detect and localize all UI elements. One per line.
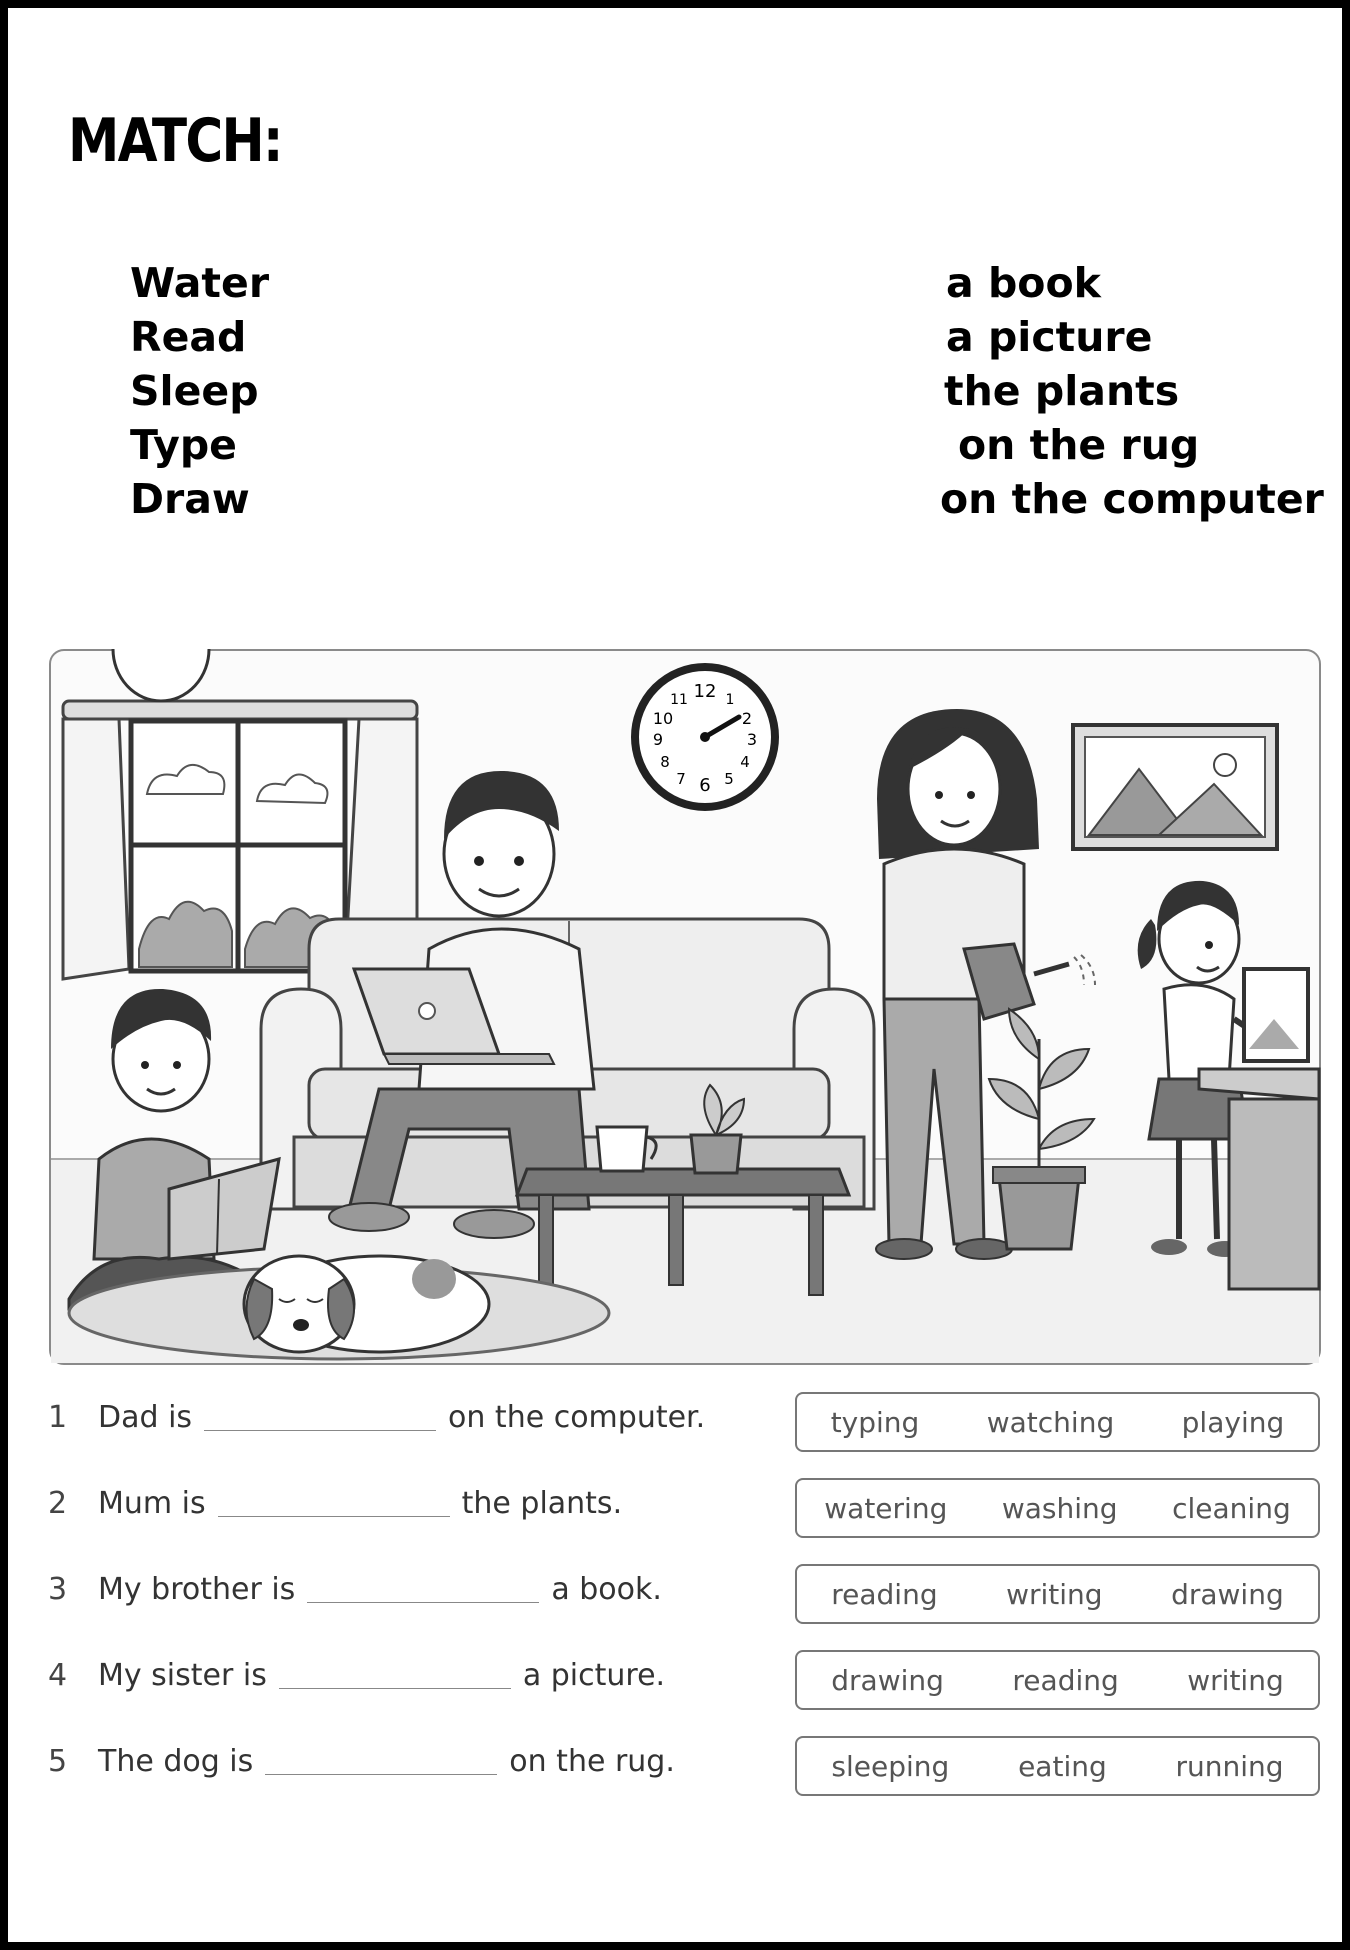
exercise-row <box>8 1558 1350 1624</box>
clock-number: 7 <box>676 770 686 788</box>
match-left-column <box>130 256 269 526</box>
sentence-end: a picture. <box>522 1658 666 1693</box>
word-option[interactable]: running <box>1175 1749 1284 1783</box>
word-option[interactable]: typing <box>830 1405 920 1439</box>
word-options-box <box>795 1392 1320 1452</box>
exercise-number: 5 <box>48 1744 68 1779</box>
answer-blank[interactable] <box>307 1574 539 1603</box>
exercise-row <box>8 1730 1350 1796</box>
exercise-number: 1 <box>48 1400 68 1435</box>
exercise-sentence <box>98 1572 662 1607</box>
word-option[interactable]: eating <box>1018 1749 1107 1783</box>
wall-clock-icon <box>635 667 775 807</box>
match-right-column <box>940 256 1324 526</box>
match-right-item[interactable]: on the rug <box>958 421 1200 469</box>
exercise-sentence <box>98 1658 665 1693</box>
match-right-item[interactable]: a book <box>946 259 1101 307</box>
word-option[interactable]: watering <box>824 1491 948 1525</box>
clock-number: 9 <box>652 730 664 749</box>
exercise-number: 2 <box>48 1486 68 1521</box>
answer-blank[interactable] <box>279 1660 511 1689</box>
page-title: MATCH: <box>68 106 282 176</box>
clock-number: 11 <box>670 692 688 708</box>
sentence-start: My brother is <box>98 1572 296 1607</box>
word-options-box <box>795 1478 1320 1538</box>
exercise-sentence <box>98 1486 622 1521</box>
word-option[interactable]: playing <box>1181 1405 1285 1439</box>
word-option[interactable]: drawing <box>831 1663 944 1697</box>
exercise-row <box>8 1386 1350 1452</box>
word-option[interactable]: washing <box>1001 1491 1118 1525</box>
clock-number: 6 <box>699 775 711 796</box>
sentence-end: the plants. <box>461 1486 623 1521</box>
match-left-item[interactable]: Water <box>130 259 270 307</box>
sentence-start: Mum is <box>98 1486 206 1521</box>
word-option[interactable]: cleaning <box>1172 1491 1291 1525</box>
clock-number: 4 <box>740 753 750 771</box>
match-right-item[interactable]: the plants <box>944 367 1180 415</box>
answer-blank[interactable] <box>204 1402 436 1431</box>
word-option[interactable]: drawing <box>1171 1577 1284 1611</box>
match-left-item[interactable]: Read <box>130 313 247 361</box>
match-left-item[interactable]: Draw <box>130 475 250 523</box>
word-option[interactable]: watching <box>986 1405 1115 1439</box>
clock-number: 10 <box>652 709 674 728</box>
sentence-end: on the computer. <box>448 1400 706 1435</box>
wall-picture-icon <box>1073 725 1277 849</box>
match-right-item[interactable]: on the computer <box>940 475 1324 523</box>
match-left-item[interactable]: Sleep <box>130 367 259 415</box>
sentence-end: a book. <box>551 1572 662 1607</box>
answer-blank[interactable] <box>265 1746 497 1775</box>
clock-number: 2 <box>741 709 753 728</box>
clock-number: 3 <box>746 730 758 749</box>
exercise-sentence <box>98 1744 675 1779</box>
exercise-row <box>8 1472 1350 1538</box>
word-options-box <box>795 1564 1320 1624</box>
word-options-box <box>795 1736 1320 1796</box>
word-option[interactable]: writing <box>1187 1663 1284 1697</box>
word-option[interactable]: sleeping <box>831 1749 950 1783</box>
living-room-illustration <box>49 649 1321 1365</box>
exercise-row <box>8 1644 1350 1710</box>
word-option[interactable]: reading <box>831 1577 938 1611</box>
clock-number: 8 <box>660 753 670 771</box>
sentence-end: on the rug. <box>509 1744 675 1779</box>
answer-blank[interactable] <box>218 1488 450 1517</box>
sentence-start: My sister is <box>98 1658 267 1693</box>
exercise-sentence <box>98 1400 705 1435</box>
exercise-number: 4 <box>48 1658 68 1693</box>
word-options-box <box>795 1650 1320 1710</box>
word-option[interactable]: reading <box>1012 1663 1119 1697</box>
clock-number: 12 <box>693 681 717 702</box>
dog-figure <box>244 1256 489 1352</box>
clock-number: 1 <box>725 692 735 708</box>
sentence-start: Dad is <box>98 1400 193 1435</box>
match-left-item[interactable]: Type <box>130 421 237 469</box>
exercise-number: 3 <box>48 1572 68 1607</box>
sentence-start: The dog is <box>98 1744 254 1779</box>
clock-number: 5 <box>724 770 734 788</box>
word-option[interactable]: writing <box>1006 1577 1103 1611</box>
match-right-item[interactable]: a picture <box>946 313 1153 361</box>
